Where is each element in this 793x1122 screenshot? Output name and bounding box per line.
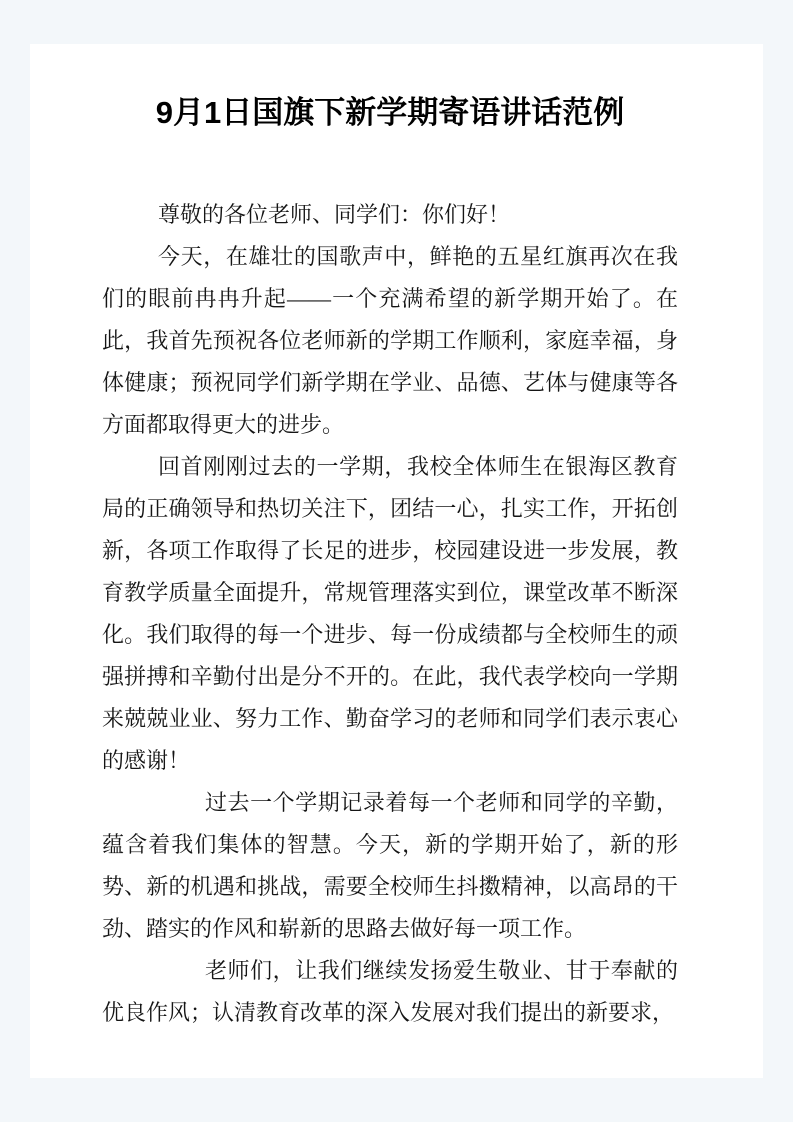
paragraph-teachers-call: 老师们，让我们继续发扬爱生敬业、甘于奉献的优良作风；认清教育改革的深入发展对我们提出的新要求， <box>102 958 678 1025</box>
paragraph-semester-review: 回首刚刚过去的一学期，我校全体师生在银海区教育局的正确领导和热切关注下，团结一心，扎实工作，开拓创新，各项工作取得了长足的进步，校园建设进一步发展，教育教学质量全面提升，常规管理落实到位，课堂改革不断深化。我们取得的每一个进步、每一份成绩都与全校师生的顽强拼搏和辛勤付出是分不开的。在此，我代表学校向一学期来兢兢业业、努力工作、勤奋学习的老师和同学们表示衷心的感谢！ <box>102 454 678 773</box>
document-page <box>30 44 763 1078</box>
document-title: 9月1日国旗下新学期寄语讲话范例 <box>155 95 625 130</box>
paragraph-greeting: 尊敬的各位老师、同学们：你们好！ <box>158 202 511 227</box>
paragraph-new-semester: 过去一个学期记录着每一个老师和同学的辛勤，蕴含着我们集体的智慧。今天，新的学期开始了，新的形势、新的机遇和挑战，需要全校师生抖擞精神，以高昂的干劲、踏实的作风和崭新的思路去做好每一项工作。 <box>102 790 678 941</box>
document-body <box>102 194 678 1034</box>
paragraph-flag-raising: 今天，在雄壮的国歌声中，鲜艳的五星红旗再次在我们的眼前冉冉升起——一个充满希望的新学期开始了。在此，我首先预祝各位老师新的学期工作顺利，家庭幸福，身体健康；预祝同学们新学期在学业、品德、艺体与健康等各方面都取得更大的进步。 <box>102 244 678 437</box>
